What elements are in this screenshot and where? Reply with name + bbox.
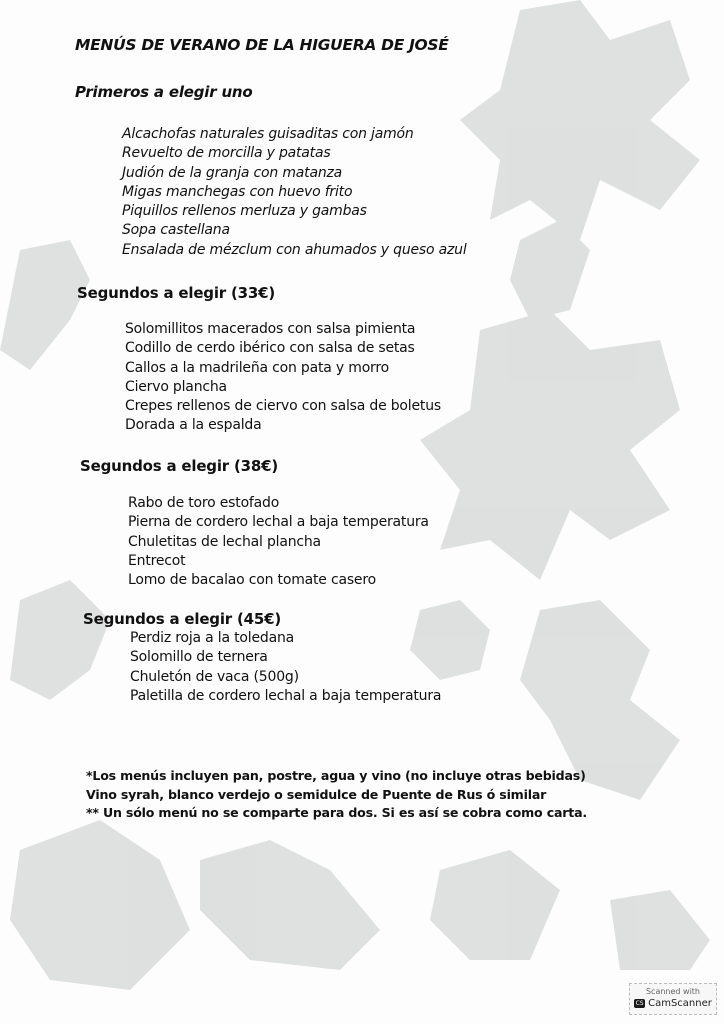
list-item: Lomo de bacalao con tomate casero [128, 572, 376, 589]
fig-leaf-icon [10, 820, 190, 990]
fig-leaf-icon [200, 840, 380, 970]
camscanner-logo-icon: CS [635, 1000, 644, 1007]
list-item: Paletilla de cordero lechal a baja temperatura [130, 687, 442, 704]
camscanner-watermark [629, 983, 717, 1015]
fig-leaf-icon [0, 240, 90, 370]
list-item: Pierna de cordero lechal a baja temperatura [128, 514, 429, 531]
list-item: Dorada a la espalda [125, 417, 262, 434]
watermark-caption: Scanned with [645, 987, 701, 996]
list-item: Entrecot [128, 552, 186, 569]
list-item: Revuelto de morcilla y patatas [122, 145, 331, 162]
section-heading-segundos-38: Segundos a elegir (38€) [80, 457, 279, 475]
section-heading-segundos-33: Segundos a elegir (33€) [77, 284, 276, 302]
page-title: MENÚS DE VERANO DE LA HIGUERA DE JOSÉ [75, 36, 449, 54]
footnote: *Los menús incluyen pan, postre, agua y vino (no incluye otras bebidas) [86, 768, 586, 783]
list-item: Solomillo de ternera [130, 649, 268, 666]
list-item: Judión de la granja con matanza [122, 164, 343, 181]
list-item: Alcachofas naturales guisaditas con jamón [122, 126, 414, 142]
footnote: ** Un sólo menú no se comparte para dos. Si es así se cobra como carta. [86, 805, 587, 820]
watermark-brand: CamScanner [648, 998, 712, 1009]
list-item: Piquillos rellenos merluza y gambas [122, 203, 367, 220]
primeros-list [122, 125, 467, 260]
footnotes [86, 767, 587, 823]
list-item: Ciervo plancha [125, 378, 227, 395]
segundos-33-list [125, 320, 441, 436]
list-item: Rabo de toro estofado [128, 495, 280, 511]
list-item: Crepes rellenos de ciervo con salsa de boletus [125, 398, 441, 415]
list-item: Chuletitas de lechal plancha [128, 533, 321, 550]
fig-leaf-icon [10, 580, 110, 700]
section-heading-primeros: Primeros a elegir uno [75, 83, 253, 101]
fig-leaf-icon [420, 310, 680, 580]
list-item: Perdiz roja a la toledana [130, 630, 294, 646]
segundos-38-list [128, 494, 429, 590]
list-item: Solomillitos macerados con salsa pimienta [125, 321, 416, 337]
footnote: Vino syrah, blanco verdejo o semidulce de Puente de Rus ó similar [86, 786, 547, 802]
fig-leaf-icon [430, 850, 560, 960]
fig-leaf-icon [610, 890, 710, 970]
section-heading-segundos-45: Segundos a elegir (45€) [83, 610, 282, 628]
segundos-45-list [130, 629, 441, 706]
list-item: Sopa castellana [122, 222, 230, 239]
list-item: Ensalada de mézclum con ahumados y queso azul [122, 241, 467, 258]
fig-leaf-icon [460, 0, 700, 240]
list-item: Callos a la madrileña con pata y morro [125, 359, 389, 376]
list-item: Codillo de cerdo ibérico con salsa de setas [125, 340, 415, 357]
list-item: Migas manchegas con huevo frito [122, 183, 353, 200]
list-item: Chuletón de vaca (500g) [130, 668, 299, 685]
